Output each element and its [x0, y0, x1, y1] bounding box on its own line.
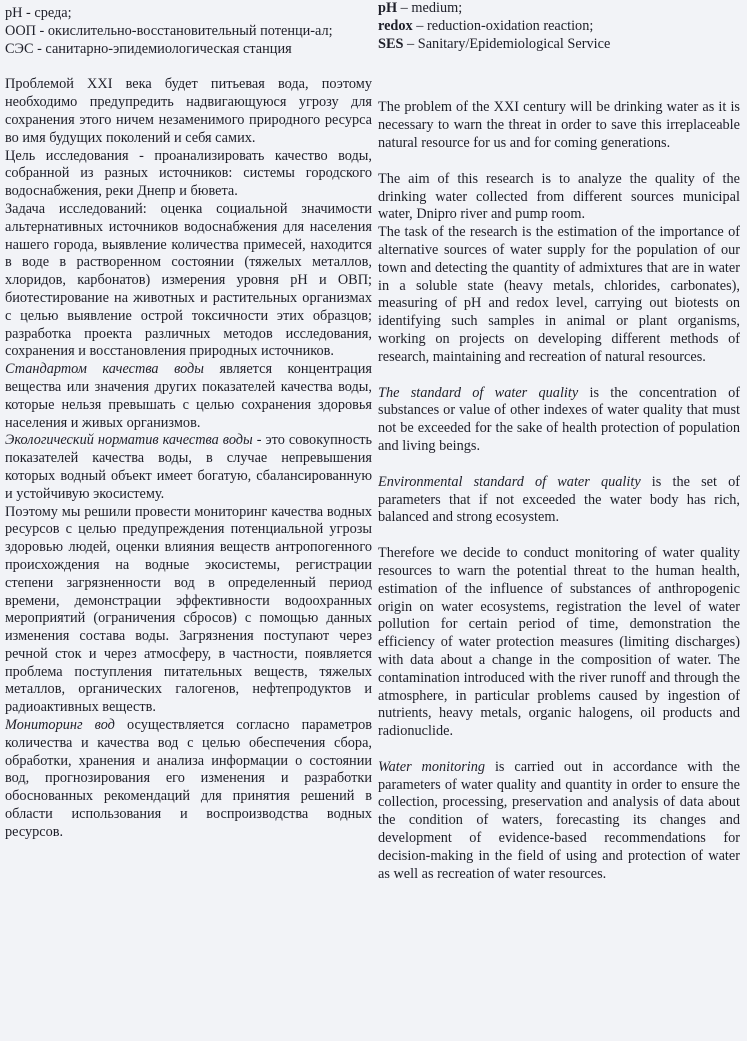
- term-water-monitoring-ru: Мониторинг вод: [5, 717, 115, 734]
- paragraph-monitoring-decision-en: Therefore we decide to conduct monitoring of water quality resources to warn the potential threat to the human health, estimation of the influence of substances of anthropogenic origin on water ecosystems, registration the level of water pollution for certain period of time, demonstration the efficiency of water protection measures (limiting discharges) with data about a change in the composition of water. The contamination introduced with the river runoff and through the atmosphere, in particular problems caused by ingestion of nutrients, heavy metals, organic halogens, oil products and radionuclide.: [378, 545, 740, 740]
- abbreviation-ph-ru: pH - среда;: [5, 5, 72, 21]
- abbreviation-ph-en: pH – medium;: [378, 0, 463, 16]
- paragraph-monitoring-decision-ru: Поэтому мы решили провести мониторинг качества водных ресурсов с целью предупреждения потенциальной угрозы здоровью людей, оценки влияния веществ антропогенного происхождения на водные экосистемы, регистрации степени загрязненности вод в определенный период времени, демонстрации эффективности водоохранных мероприятий (ограничения сбросов) с помощью данных изменения состава воды. Загрязнения поступают через речной сток и через атмосферу, в частности, появляется проблема поступления питательных веществ, тяжелых металлов, органических галогенов, нефтепродуктов и радиоактивных веществ.: [5, 503, 372, 716]
- term-env-standard-ru: Экологический норматив качества воды: [5, 432, 253, 449]
- paragraph-task-en: The task of the research is the estimation of the importance of alternative sources of water supply for the population of our town and detecting the quantity of admixtures that are in water in a soluble state (heavy metals, chlorides, carbonates), measuring of pH and redox level, carrying out biotests on identifying such samples in animal or plant organisms, working on projects on developing different methods of research, maintaining and recreation of natural resources.: [378, 224, 740, 365]
- term-water-monitoring-en: Water monitoring: [378, 758, 486, 775]
- paragraph-task-ru: Задача исследований: оценка социальной значимости альтернативных источников водоснабжения для населения нашего города, выявление количества примесей, находится в воде в растворенном состоянии (тяжелых металлов, хлоридов, карбонатов) измерения уровня pH и ОВП; биотестирование на животных и растительных организмах с целью выявление острой токсичности этих образцов; разработка проекта различных методов исследования, сохранения и восстановления природных источников.: [5, 200, 372, 360]
- abbreviations-en: [378, 0, 740, 53]
- paragraph-env-standard-en: Environmental standard of water quality is the set of parameters that if not exceeded the water body has rich, balanced and strong ecosystem.: [378, 473, 740, 526]
- term-env-standard-en: Environmental standard of water quality: [378, 473, 641, 490]
- paragraph-aim-ru: Цель исследования - проанализировать качество воды, собранной из разных источников: системы городского водоснабжения, реки Днепр и бювета.: [5, 147, 372, 200]
- paragraph-water-monitoring-en: Water monitoring is carried out in accordance with the parameters of water quality and quantity in order to ensure the collection, processing, preservation and analysis of data about the condition of waters, forecasting its changes and development of evidence-based recommendations for decision-making in the field of using and protection of water as well as recreation of water resources.: [378, 758, 740, 882]
- paragraph-standard-en: The standard of water quality is the concentration of substances or value of other indexes of water quality that must not be exceeded for the sake of health protection of population and living beings.: [378, 384, 740, 454]
- paragraph-standard-ru: Стандартом качества воды является концентрация вещества или значения других показателей качества воды, которые нельзя превышать с целью сохранения здоровья населения и живых организмов.: [5, 361, 372, 431]
- term-standard-en: The standard of water quality: [378, 384, 579, 401]
- paragraph-water-monitoring-ru: Мониторинг вод осуществляется согласно параметров количества и качества вод с целью обеспечения сбора, обработки, хранения и анализа информации о состоянии вод, прогнозирования его изменения и разработки обоснованных рекомендаций для принятия решений в области использования и воспроизводства водных ресурсов.: [5, 717, 372, 840]
- abbreviation-ses-ru: СЭС - санитарно-эпидемиологическая станция: [5, 40, 292, 57]
- abbreviation-redox-en: redox – reduction-oxidation reaction;: [378, 17, 594, 34]
- paragraph-aim-en: The aim of this research is to analyze the quality of the drinking water collected from different sources municipal water, Dnipro river and pump room.: [378, 170, 740, 223]
- abbreviations-ru: [5, 5, 372, 58]
- abbreviation-oop-ru: ООП - окислительно-восстановительный потенци-ал;: [5, 22, 333, 39]
- term-standard-ru: Стандартом качества воды: [5, 361, 204, 378]
- paragraph-problem-ru: Проблемой XXI века будет питьевая вода, поэтому необходимо предупредить надвигающуюся угрозу для сохранения этого ничем незаменимого природного ресурса во имя будущих поколений и себя самих.: [5, 76, 372, 146]
- abbreviation-ses-en: SES – Sanitary/Epidemiological Service: [378, 35, 611, 52]
- english-column: [378, 0, 740, 1041]
- russian-column: [5, 0, 372, 1041]
- paragraph-problem-en: The problem of the XXI century will be drinking water as it is necessary to warn the threat in order to save this irreplaceable natural resource for us and for coming generations.: [378, 99, 740, 151]
- paragraph-env-standard-ru: Экологический норматив качества воды - это совокупность показателей качества воды, в случае непревышения которых водный объект имеет богатую, сбалансированную и устойчивую экосистему.: [5, 432, 372, 502]
